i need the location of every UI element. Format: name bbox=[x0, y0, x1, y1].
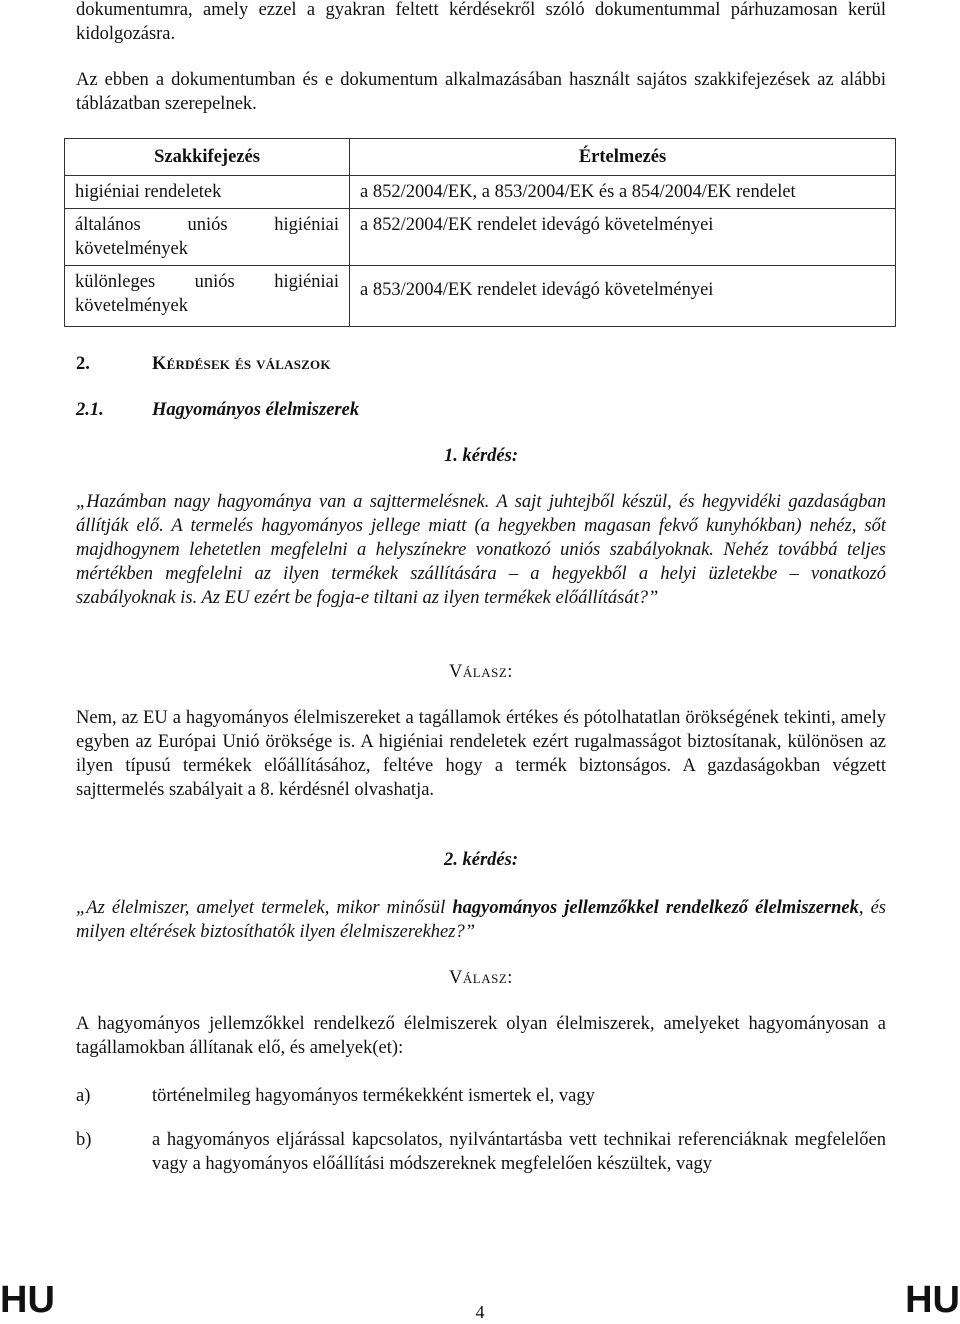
table-cell-term: különleges uniós higiéniai követelmények bbox=[65, 266, 350, 327]
section-number: 2. bbox=[76, 354, 90, 374]
section-title: Kérdések és válaszok bbox=[152, 354, 331, 374]
table-row bbox=[65, 266, 896, 327]
answer-2-text: A hagyományos jellemzőkkel rendelkező élelmiszerek olyan élelmiszerek, amelyeket hagyományosan a tagállamokban állítanak elő, és amelyek(et): bbox=[76, 1014, 886, 1058]
answer-1-label: Válasz: bbox=[449, 662, 513, 682]
table-cell-definition: a 852/2004/EK, a 853/2004/EK és a 854/2004/EK rendelet bbox=[350, 176, 896, 209]
footer-language-left: HU bbox=[0, 1279, 55, 1321]
page-number: 4 bbox=[475, 1302, 485, 1322]
list-item-text: a hagyományos eljárással kapcsolatos, nyilvántartásba vett technikai referenciáknak megfelelően vagy a hagyományos előállítási módszereknek megfelelően készültek, vagy bbox=[152, 1130, 886, 1174]
question-2-label: 2. kérdés: bbox=[444, 850, 518, 870]
table-header-row bbox=[65, 139, 896, 176]
table-header-term: Szakkifejezés bbox=[65, 139, 350, 176]
question-1-text: „Hazámban nagy hagyománya van a sajttermelésnek. A sajt juhtejből készül, és hegyvidéki gazdaságban állítják elő. A termelés hagyományos jellege miatt (a hegyekben magasan fekvő kunyhókban) nehéz, sőt majdhogynem lehetetlen megfelelni a helyszínekre vonatkozó uniós szabályoknak. Nehéz továbbá teljes mértékben megfelelni az ilyen termékek szállítására – a hegyekből a helyi üzletekbe – vonatkozó szabályoknak is. Az EU ezért be fogja-e tiltani az ilyen termékek előállítását?” bbox=[76, 492, 886, 608]
table-header-definition: Értelmezés bbox=[350, 139, 896, 176]
table-cell-term: higiéniai rendeletek bbox=[65, 176, 350, 209]
table-cell-term: általános uniós higiéniai követelmények bbox=[65, 209, 350, 266]
question-2-text-emphasis: hagyományos jellemzőkkel rendelkező élelmiszernek bbox=[452, 898, 859, 918]
answer-1-text: Nem, az EU a hagyományos élelmiszereket a tagállamok értékes és pótolhatatlan örökségének tekinti, amely egyben az Európai Unió öröksége is. A higiéniai rendeletek ezért rugalmasságot biztosítanak, különösen az ilyen típusú termékek előállításához, feltéve hogy a termék biztonságos. A gazdaságokban végzett sajttermelés szabályait a 8. kérdésnél olvashatja. bbox=[76, 708, 886, 800]
answer-2-label: Válasz: bbox=[449, 968, 513, 988]
intro-paragraph-1: dokumentumra, amely ezzel a gyakran feltett kérdésekről szóló dokumentummal párhuzamosan kerül kidolgozásra. bbox=[76, 0, 886, 44]
question-2-text-end: , és milyen eltérések biztosíthatók ilyen élelmiszerekhez?” bbox=[76, 898, 886, 942]
list-item-marker: b) bbox=[76, 1130, 92, 1150]
question-2-text-start: „Az élelmiszer, amelyet termelek, mikor minősül bbox=[76, 898, 453, 918]
table-row bbox=[65, 209, 896, 266]
terms-table bbox=[64, 138, 896, 327]
list-item-text: történelmileg hagyományos termékekként ismertek el, vagy bbox=[152, 1086, 595, 1106]
question-1-label: 1. kérdés: bbox=[444, 446, 518, 466]
table-cell-definition: a 852/2004/EK rendelet idevágó követelményei bbox=[350, 209, 896, 266]
footer-language-right: HU bbox=[905, 1279, 960, 1321]
question-2-text bbox=[76, 896, 886, 944]
subsection-number: 2.1. bbox=[76, 400, 104, 420]
subsection-heading bbox=[76, 398, 359, 422]
list-item bbox=[76, 1128, 886, 1176]
list-item-marker: a) bbox=[76, 1086, 91, 1106]
table-cell-definition: a 853/2004/EK rendelet idevágó követelményei bbox=[350, 266, 896, 327]
table-row bbox=[65, 176, 896, 209]
list-item bbox=[76, 1084, 886, 1108]
section-heading bbox=[76, 352, 331, 376]
subsection-title: Hagyományos élelmiszerek bbox=[152, 400, 360, 420]
intro-paragraph-2: Az ebben a dokumentumban és e dokumentum alkalmazásában használt sajátos szakkifejezések az alábbi táblázatban szerepelnek. bbox=[76, 70, 886, 114]
